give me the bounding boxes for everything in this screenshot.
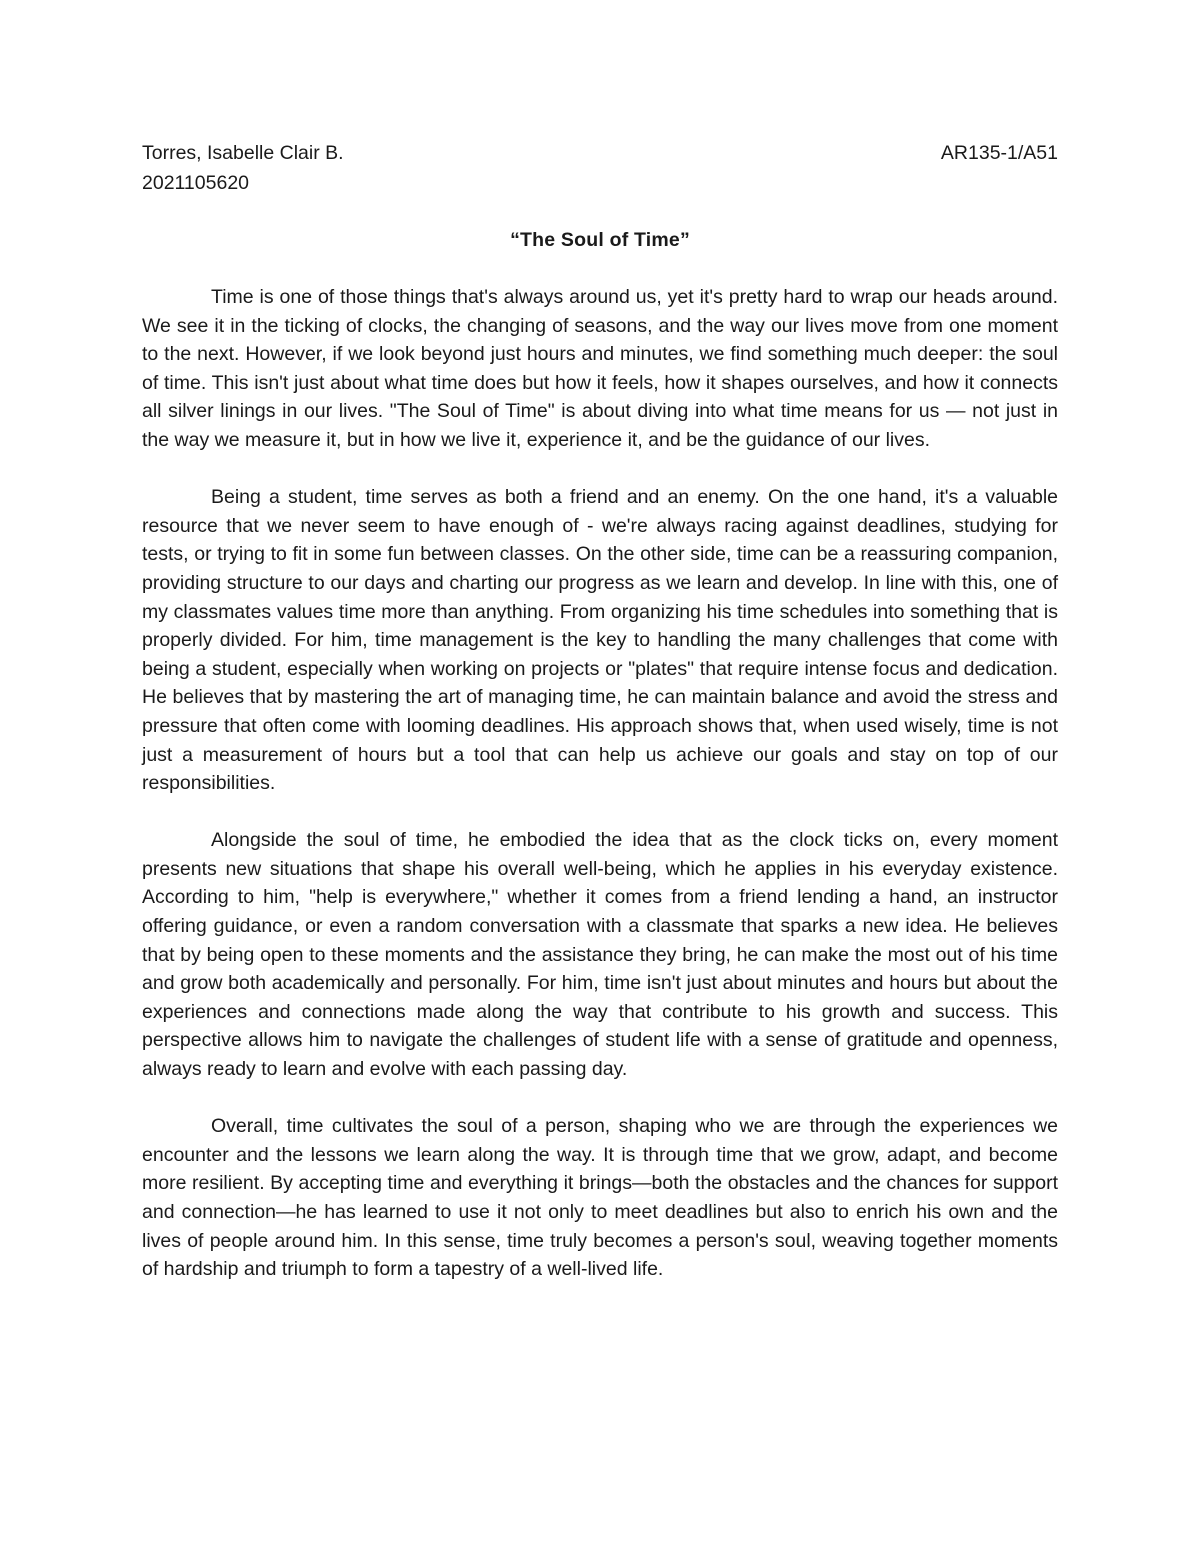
essay-body (142, 283, 1058, 1284)
essay-title: “The Soul of Time” (510, 229, 690, 251)
author-name: Torres, Isabelle Clair B. (142, 142, 344, 164)
student-number: 2021105620 (142, 172, 250, 194)
document-header (142, 138, 1058, 168)
paragraph-conclusion: Overall, time cultivates the soul of a person, shaping who we are through the experiences we encounter and the lessons we learn along the way. It is through time that we grow, adapt, and become more resilient. By accepting time and everything it brings—both the obstacles and the chances for support and connection—he has learned to use it not only to meet deadlines but also to enrich his own and the lives of people around him. In this sense, time truly becomes a person's soul, weaving together moments of hardship and triumph to form a tapestry of a well-lived life. (142, 1115, 1058, 1281)
paragraph-student-life: Being a student, time serves as both a friend and an enemy. On the one hand, it's a valuable resource that we never seem to have enough of - we're always racing against deadlines, studying for tests, or trying to fit in some fun between classes. On the other side, time can be a reassuring companion, providing structure to our days and charting our progress as we learn and develop. In line with this, one of my classmates values time more than anything. From organizing his time schedules into something that is properly divided. For him, time management is the key to handling the many challenges that come with being a student, especially when working on projects or "plates" that require intense focus and dedication. He believes that by mastering the art of managing time, he can maintain balance and avoid the stress and pressure that often come with looming deadlines. His approach shows that, when used wisely, time is not just a measurement of hours but a tool that can help us achieve our goals and stay on top of our responsibilities. (142, 486, 1058, 795)
course-code: AR135-1/A51 (940, 142, 1058, 164)
paragraph-help-everywhere: Alongside the soul of time, he embodied the idea that as the clock ticks on, every moment presents new situations that shape his overall well-being, which he applies in his everyday existence. According to him, "help is everywhere," whether it comes from a friend lending a hand, an instructor offering guidance, or even a random conversation with a classmate that sparks a new idea. He believes that by being open to these moments and the assistance they bring, he can make the most out of his time and grow both academically and personally. For him, time isn't just about minutes and hours but about the experiences and connections made along the way that contribute to his growth and success. This perspective allows him to navigate the challenges of student life with a sense of gratitude and openness, always ready to learn and evolve with each passing day. (142, 829, 1058, 1081)
paragraph-intro: Time is one of those things that's always around us, yet it's pretty hard to wrap our heads around. We see it in the ticking of clocks, the changing of seasons, and the way our lives move from one moment to the next. However, if we look beyond just hours and minutes, we find something much deeper: the soul of time. This isn't just about what time does but how it feels, how it shapes ourselves, and how it connects all silver linings in our lives. "The Soul of Time" is about diving into what time means for us — not just in the way we measure it, but in how we live it, experience it, and be the guidance of our lives. (142, 286, 1058, 451)
document-page (142, 138, 1058, 1312)
